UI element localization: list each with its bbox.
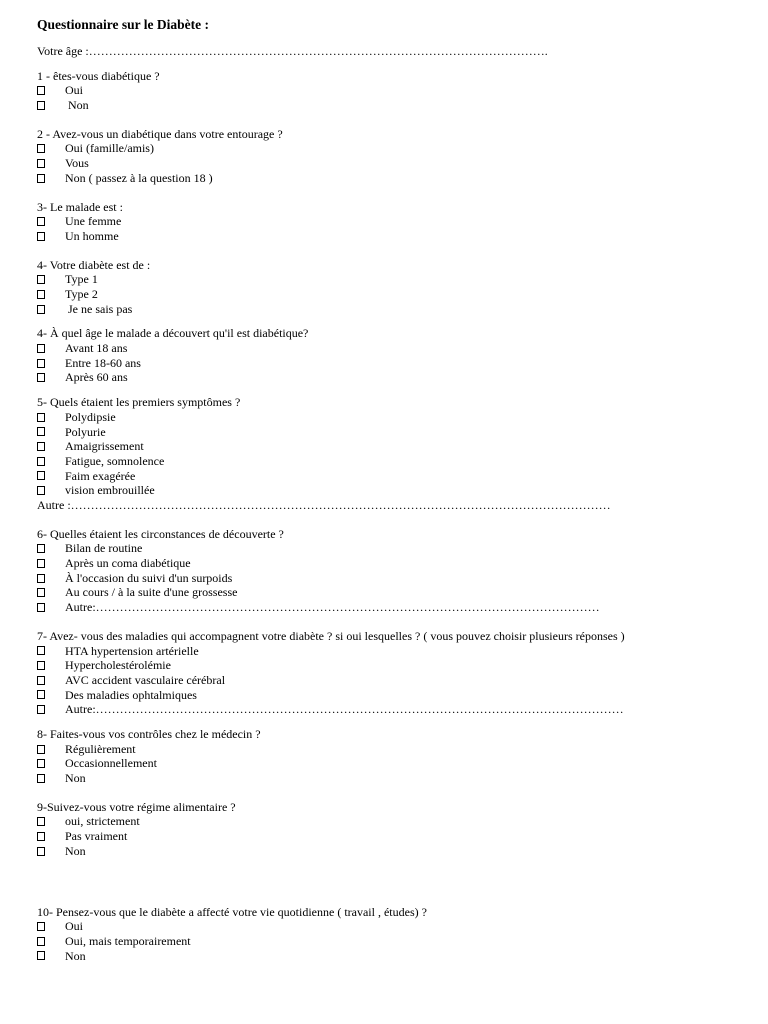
question-text: 2 - Avez-vous un diabétique dans votre entourage ? — [37, 126, 283, 141]
option-row[interactable] — [37, 829, 737, 844]
questions-list — [37, 69, 737, 964]
option-label: Vous — [65, 156, 89, 171]
checkbox[interactable] — [37, 427, 45, 436]
option-row[interactable] — [37, 156, 737, 171]
question-block — [37, 127, 737, 186]
checkbox[interactable] — [37, 471, 45, 480]
checkbox[interactable] — [37, 413, 45, 422]
checkbox[interactable] — [37, 690, 45, 699]
option-row[interactable] — [37, 171, 737, 186]
option-row[interactable] — [37, 919, 737, 934]
option-row[interactable] — [37, 229, 737, 244]
question-block — [37, 727, 737, 786]
question-block — [37, 326, 737, 385]
option-label: À l'occasion du suivi d'un surpoids — [65, 570, 233, 585]
option-label: Non — [65, 98, 89, 113]
question-text: 8- Faites-vous vos contrôles chez le médecin ? — [37, 726, 261, 741]
other-option-row[interactable] — [37, 600, 737, 615]
checkbox[interactable] — [37, 832, 45, 841]
checkbox[interactable] — [37, 159, 45, 168]
option-label: oui, strictement — [65, 814, 140, 829]
option-row[interactable] — [37, 756, 737, 771]
question-block — [37, 395, 737, 513]
checkbox[interactable] — [37, 646, 45, 655]
option-row[interactable] — [37, 949, 737, 964]
option-label: Je ne sais pas — [65, 301, 133, 316]
checkbox[interactable] — [37, 174, 45, 183]
option-row[interactable] — [37, 370, 737, 385]
option-label: Type 2 — [65, 287, 98, 302]
other-field[interactable]: Autre:……………………………………………………………………………………………………………… — [65, 600, 600, 615]
option-row[interactable] — [37, 214, 737, 229]
option-label: AVC accident vasculaire cérébral — [65, 672, 226, 687]
option-label: Pas vraiment — [65, 829, 128, 844]
checkbox[interactable] — [37, 86, 45, 95]
option-row[interactable] — [37, 98, 737, 113]
checkbox[interactable] — [37, 705, 45, 714]
option-label: Bilan de routine — [65, 541, 143, 556]
option-row[interactable] — [37, 341, 737, 356]
checkbox[interactable] — [37, 373, 45, 382]
questionnaire-document — [37, 16, 737, 963]
checkbox[interactable] — [37, 457, 45, 466]
checkbox[interactable] — [37, 817, 45, 826]
checkbox[interactable] — [37, 922, 45, 931]
question-block — [37, 69, 737, 113]
checkbox[interactable] — [37, 144, 45, 153]
checkbox[interactable] — [37, 937, 45, 946]
option-label: Après un coma diabétique — [65, 556, 191, 571]
checkbox[interactable] — [37, 745, 45, 754]
option-row[interactable] — [37, 541, 737, 556]
checkbox[interactable] — [37, 232, 45, 241]
option-row[interactable] — [37, 410, 737, 425]
option-label: Oui — [65, 919, 83, 934]
other-option-row[interactable] — [37, 702, 737, 717]
option-label: Hypercholestérolémie — [65, 658, 171, 673]
checkbox[interactable] — [37, 101, 45, 110]
checkbox[interactable] — [37, 847, 45, 856]
checkbox[interactable] — [37, 344, 45, 353]
option-label: Oui (famille/amis) — [65, 141, 154, 156]
checkbox[interactable] — [37, 217, 45, 226]
other-field[interactable]: Autre:…………………………………………………………………………………………………………………… — [65, 702, 624, 717]
option-label: Polydipsie — [65, 409, 116, 424]
option-row[interactable] — [37, 571, 737, 586]
other-field[interactable]: Autre :……………………………………………………………………………………………………………………… — [37, 497, 611, 512]
age-dots: ……………………………………………………………………………………………………. — [88, 44, 548, 58]
question-text: 4- Votre diabète est de : — [37, 257, 151, 272]
checkbox[interactable] — [37, 559, 45, 568]
option-row[interactable] — [37, 585, 737, 600]
checkbox[interactable] — [37, 588, 45, 597]
option-label: Après 60 ans — [65, 370, 128, 385]
checkbox[interactable] — [37, 603, 45, 612]
option-row[interactable] — [37, 644, 737, 659]
checkbox[interactable] — [37, 661, 45, 670]
option-row[interactable] — [37, 302, 737, 317]
option-label: Type 1 — [65, 272, 98, 287]
question-block — [37, 905, 737, 964]
option-row[interactable] — [37, 454, 737, 469]
option-label: HTA hypertension artérielle — [65, 643, 199, 658]
question-block — [37, 800, 737, 859]
checkbox[interactable] — [37, 676, 45, 685]
question-text: 4- À quel âge le malade a découvert qu'il est diabétique? — [37, 326, 309, 341]
option-label: Oui, mais temporairement — [65, 933, 191, 948]
question-text: 7- Avez- vous des maladies qui accompagnent votre diabète ? si oui lesquelles ? ( vous pouvez choisir plusieurs réponses ) — [37, 628, 625, 643]
checkbox[interactable] — [37, 951, 45, 960]
question-block — [37, 258, 737, 317]
option-row[interactable] — [37, 556, 737, 571]
checkbox[interactable] — [37, 544, 45, 553]
option-row[interactable] — [37, 483, 737, 498]
option-row[interactable] — [37, 272, 737, 287]
option-label: Un homme — [65, 228, 119, 243]
question-text: 5- Quels étaient les premiers symptômes ? — [37, 395, 241, 410]
option-row[interactable] — [37, 287, 737, 302]
age-label: Votre âge : — [37, 44, 89, 58]
option-row[interactable] — [37, 844, 737, 859]
option-label: Amaigrissement — [65, 439, 144, 454]
option-label: Non — [65, 843, 86, 858]
question-block — [37, 200, 737, 244]
question-text: 10- Pensez-vous que le diabète a affecté votre vie quotidienne ( travail , études) ? — [37, 904, 427, 919]
question-text: 1 - êtes-vous diabétique ? — [37, 68, 160, 83]
question-text: 6- Quelles étaient les circonstances de découverte ? — [37, 526, 284, 541]
checkbox[interactable] — [37, 486, 45, 495]
option-row[interactable] — [37, 771, 737, 786]
option-label: Non — [65, 948, 86, 963]
option-row[interactable] — [37, 439, 737, 454]
option-label: Régulièrement — [65, 741, 136, 756]
option-row[interactable] — [37, 742, 737, 757]
checkbox[interactable] — [37, 305, 45, 314]
option-label: Au cours / à la suite d'une grossesse — [65, 585, 238, 600]
age-field[interactable] — [37, 44, 737, 59]
option-row[interactable] — [37, 688, 737, 703]
question-text: 3- Le malade est : — [37, 199, 123, 214]
option-row[interactable] — [37, 141, 737, 156]
option-label: Une femme — [65, 214, 122, 229]
option-row[interactable] — [37, 814, 737, 829]
option-label: Fatigue, somnolence — [65, 453, 165, 468]
checkbox[interactable] — [37, 574, 45, 583]
option-label: Polyurie — [65, 424, 106, 439]
option-label: vision embrouillée — [65, 483, 155, 498]
option-label: Oui — [65, 83, 83, 98]
question-block — [37, 527, 737, 615]
checkbox[interactable] — [37, 774, 45, 783]
checkbox[interactable] — [37, 290, 45, 299]
document-title: Questionnaire sur le Diabète : — [37, 17, 209, 32]
checkbox[interactable] — [37, 359, 45, 368]
option-row[interactable] — [37, 673, 737, 688]
checkbox[interactable] — [37, 442, 45, 451]
option-label: Avant 18 ans — [65, 341, 128, 356]
option-label: Entre 18-60 ans — [65, 355, 141, 370]
option-row[interactable] — [37, 934, 737, 949]
checkbox[interactable] — [37, 275, 45, 284]
question-text: 9-Suivez-vous votre régime alimentaire ? — [37, 799, 236, 814]
option-label: Occasionnellement — [65, 756, 157, 771]
option-row[interactable] — [37, 83, 737, 98]
option-label: Des maladies ophtalmiques — [65, 687, 197, 702]
question-block — [37, 629, 737, 717]
option-row[interactable] — [37, 658, 737, 673]
option-label: Non — [65, 771, 86, 786]
option-row[interactable] — [37, 469, 737, 484]
option-row[interactable] — [37, 356, 737, 371]
option-label: Non ( passez à la question 18 ) — [65, 170, 213, 185]
option-row[interactable] — [37, 425, 737, 440]
checkbox[interactable] — [37, 759, 45, 768]
option-label: Faim exagérée — [65, 468, 136, 483]
